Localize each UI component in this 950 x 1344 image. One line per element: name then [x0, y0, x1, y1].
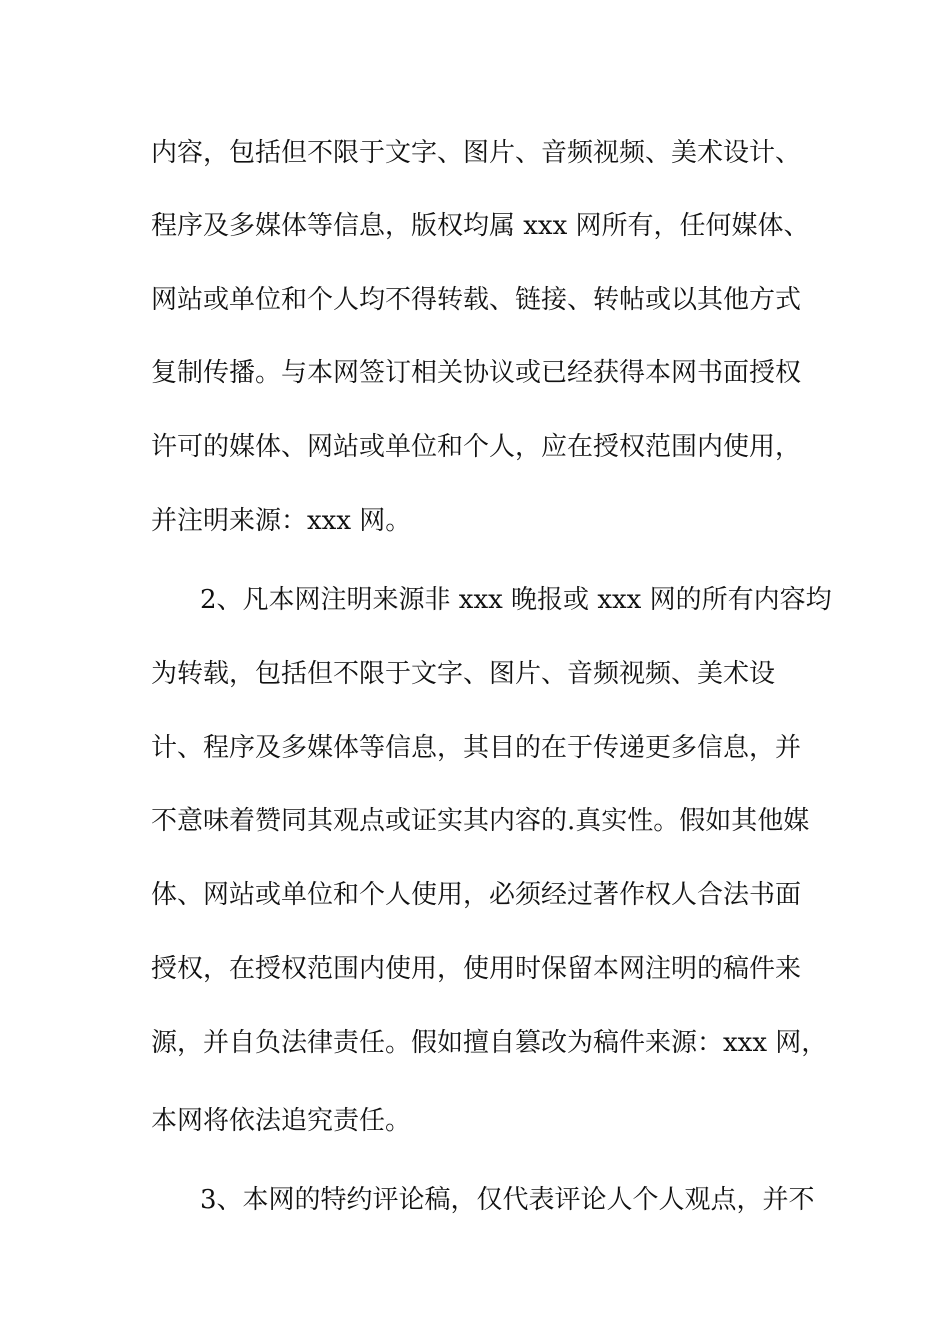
paragraph-line: 网站或单位和个人均不得转载、链接、转帖或以其他方式	[151, 285, 802, 315]
paragraph-line: 许可的媒体、网站或单位和个人，应在授权范围内使用，	[151, 432, 802, 462]
paragraph-line: 体、网站或单位和个人使用，必须经过著作权人合法书面	[151, 880, 802, 910]
paragraph-line: 并注明来源：xxx 网。	[151, 506, 412, 536]
paragraph-line: 不意味着赞同其观点或证实其内容的.真实性。假如其他媒	[151, 806, 810, 836]
paragraph-line: 本网将依法追究责任。	[151, 1106, 412, 1136]
paragraph-line: 程序及多媒体等信息，版权均属 xxx 网所有，任何媒体、	[151, 211, 810, 241]
paragraph-line: 为转载，包括但不限于文字、图片、音频视频、美术设	[151, 659, 776, 689]
paragraph-line: 2、凡本网注明来源非 xxx 晚报或 xxx 网的所有内容均	[200, 585, 832, 615]
paragraph-line: 内容，包括但不限于文字、图片、音频视频、美术设计、	[151, 138, 802, 168]
paragraph-line: 计、程序及多媒体等信息，其目的在于传递更多信息，并	[151, 733, 802, 763]
paragraph-line: 3、本网的特约评论稿，仅代表评论人个人观点，并不	[200, 1185, 815, 1215]
paragraph-line: 授权，在授权范围内使用，使用时保留本网注明的稿件来	[151, 954, 802, 984]
paragraph-line: 源，并自负法律责任。假如擅自篡改为稿件来源：xxx 网，	[151, 1028, 828, 1058]
paragraph-line: 复制传播。与本网签订相关协议或已经获得本网书面授权	[151, 358, 802, 388]
